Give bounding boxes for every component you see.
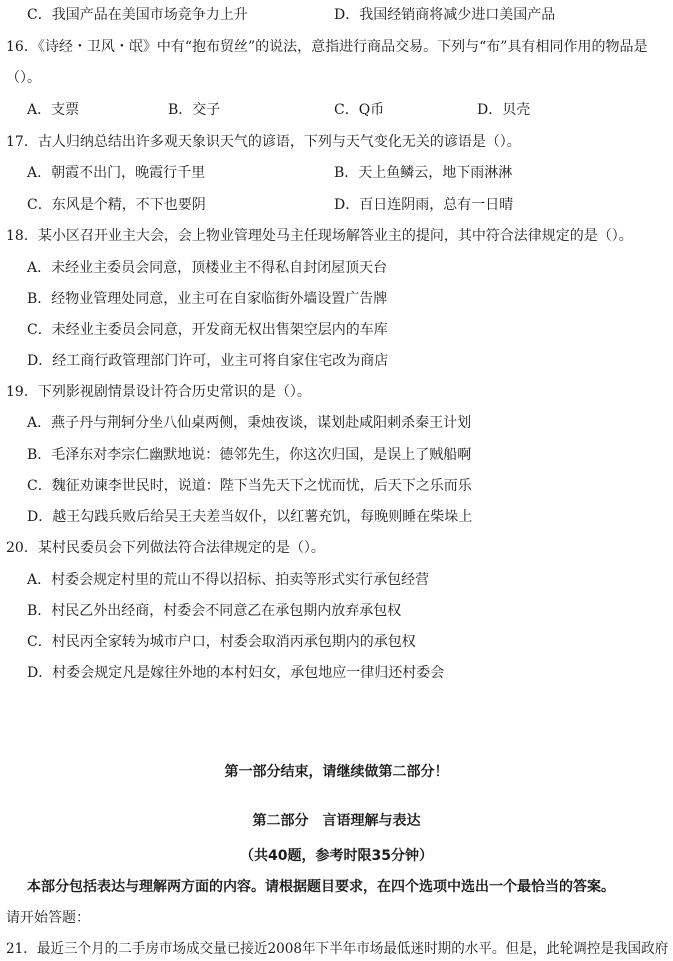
q19-stem: 19．下列影视剧情景设计符合历史常识的是（）。 bbox=[6, 384, 311, 400]
q17-option-c: C．东风是个精，不下也要阴 bbox=[27, 197, 206, 213]
q21-stem-line1: 21．最近三个月的二手房市场成交量已接近2008年下半年市场最低迷时期的水平。但是，此轮调控是我国政府 bbox=[6, 941, 669, 957]
part2-subtitle: （共40题，参考时限35分钟） bbox=[240, 848, 433, 864]
q18-option-a: A．未经业主委员会同意，顶楼业主不得私自封闭屋顶天台 bbox=[27, 260, 388, 276]
q16-option-d: D．贝壳 bbox=[477, 102, 531, 118]
q16-option-c: C．Q币 bbox=[334, 102, 385, 118]
q18-option-b: B．经物业管理处同意，业主可在自家临街外墙设置广告牌 bbox=[27, 291, 388, 307]
part2-instructions: 本部分包括表达与理解两方面的内容。请根据题目要求，在四个选项中选出一个最恰当的答案。 bbox=[27, 879, 615, 895]
q20-stem: 20．某村民委员会下列做法符合法律规定的是（）。 bbox=[6, 540, 325, 556]
start-prompt: 请开始答题： bbox=[6, 910, 90, 926]
q15-option-d: D．我国经销商将减少进口美国产品 bbox=[334, 7, 556, 23]
q16-stem-line2: （）。 bbox=[6, 70, 41, 86]
q20-option-b: B．村民乙外出经商，村委会不同意乙在承包期内放弃承包权 bbox=[27, 603, 402, 619]
q20-option-a: A．村委会规定村里的荒山不得以招标、拍卖等形式实行承包经营 bbox=[27, 572, 430, 588]
q20-option-d: D．村委会规定凡是嫁往外地的本村妇女，承包地应一律归还村委会 bbox=[27, 665, 445, 681]
q17-option-a: A．朝霞不出门，晚霞行千里 bbox=[27, 165, 206, 181]
q18-stem: 18．某小区召开业主大会，会上物业管理处马主任现场解答业主的提问，其中符合法律规定的是（）。 bbox=[6, 228, 633, 244]
q16-option-a: A．支票 bbox=[27, 102, 80, 118]
q17-option-b: B．天上鱼鳞云，地下雨淋淋 bbox=[334, 165, 513, 181]
part1-end-notice: 第一部分结束，请继续做第二部分！ bbox=[224, 764, 449, 780]
q20-option-c: C．村民丙全家转为城市户口，村委会取消丙承包期内的承包权 bbox=[27, 634, 416, 650]
part2-title: 第二部分 言语理解与表达 bbox=[252, 813, 421, 829]
q18-option-c: C．未经业主委员会同意，开发商无权出售架空层内的车库 bbox=[27, 322, 388, 338]
q16-option-b: B．交子 bbox=[168, 102, 221, 118]
q19-option-b: B．毛泽东对李宗仁幽默地说：德邻先生，你这次归国，是误上了贼船啊 bbox=[27, 447, 472, 463]
q18-option-d: D．经工商行政管理部门许可，业主可将自家住宅改为商店 bbox=[27, 353, 389, 369]
q19-option-c: C．魏征劝谏李世民时，说道：陛下当先天下之忧而忧，后天下之乐而乐 bbox=[27, 478, 472, 494]
q19-option-d: D．越王勾践兵败后给吴王夫差当奴仆，以红薯充饥，每晚则睡在柴垛上 bbox=[27, 509, 473, 525]
q17-option-d: D．百日连阴雨，总有一日晴 bbox=[334, 197, 514, 213]
q17-stem: 17．古人归纳总结出许多观天象识天气的谚语，下列与天气变化无关的谚语是（）。 bbox=[6, 134, 521, 150]
q16-stem-line1: 16．《诗经・卫风・氓》中有“抱布贸丝”的说法，意指进行商品交易。下列与“布”具有相同作用的物品是 bbox=[6, 39, 648, 55]
q19-option-a: A．燕子丹与荆轲分坐八仙桌两侧，秉烛夜谈，谋划赴咸阳刺杀秦王计划 bbox=[27, 415, 472, 431]
q15-option-c: C．我国产品在美国市场竞争力上升 bbox=[27, 7, 248, 23]
